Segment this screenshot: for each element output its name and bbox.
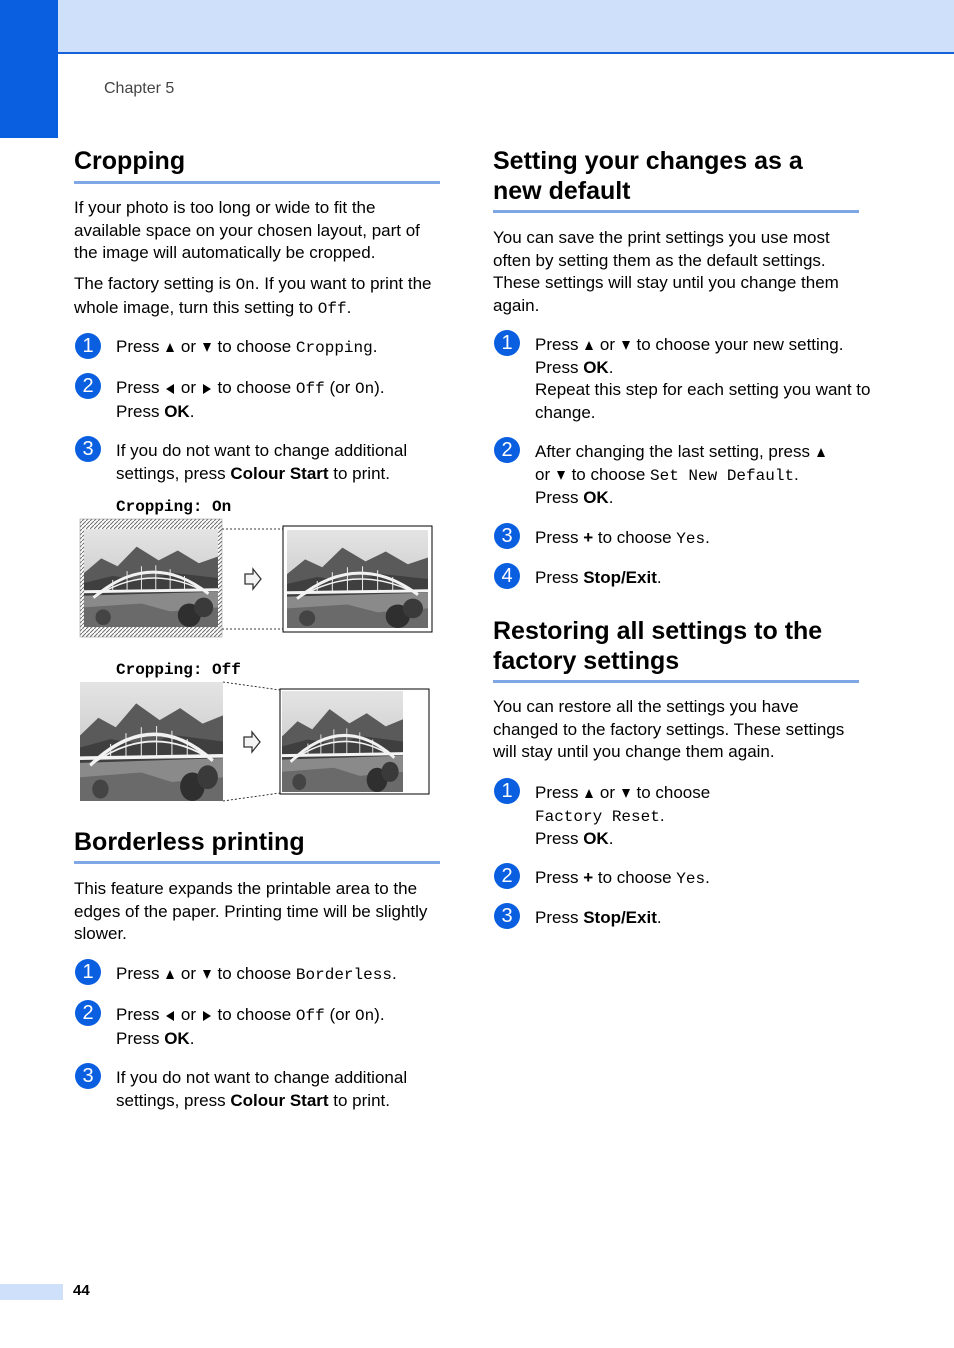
restore-step-1: Press or to choose Factory Reset. Press OK.: [535, 783, 711, 848]
step-number-1: 1: [494, 778, 520, 804]
borderless-heading-rule: [74, 861, 440, 864]
cropping-heading: Cropping: [74, 147, 186, 175]
right-arrow-icon: [203, 384, 211, 394]
step-number-3: 3: [75, 1063, 101, 1089]
new-default-step-2: After changing the last setting, press or to choose Set New Default. Press OK.: [535, 441, 865, 510]
new-default-step-1: Press or to choose your new setting. Press OK. Repeat this step for each setting you want to change.: [535, 335, 871, 422]
step-number-4: 4: [494, 563, 520, 589]
left-arrow-icon: [166, 1011, 174, 1021]
step-number-1: 1: [75, 959, 101, 985]
left-arrow-icon: [166, 384, 174, 394]
up-arrow-icon: [166, 343, 174, 352]
up-arrow-icon: [585, 341, 593, 350]
borderless-step-3: If you do not want to change additional settings, press Colour Start to print.: [116, 1068, 408, 1110]
step-number-2: 2: [494, 863, 520, 889]
borderless-heading: Borderless printing: [74, 828, 305, 856]
header-band: [0, 0, 954, 54]
up-arrow-icon: [166, 970, 174, 979]
new-default-intro: You can save the print settings you use most often by setting them as the default settings. These settings will stay until you change them again.: [493, 228, 839, 315]
borderless-step-2: Press or to choose Off (or On). Press OK.: [116, 1005, 385, 1048]
step-number-1: 1: [494, 330, 520, 356]
cropping-step-1: Press or to choose Cropping.: [116, 337, 378, 357]
restore-intro: You can restore all the settings you have changed to the factory settings. These settings will stay until you change them again.: [493, 697, 845, 761]
figure-caption-cropping-on: Cropping: On: [116, 498, 232, 516]
cropping-step-3: If you do not want to change additional settings, press Colour Start to print.: [116, 441, 408, 483]
restore-step-3: Press Stop/Exit.: [535, 908, 662, 927]
figure-caption-cropping-off: Cropping: Off: [116, 661, 241, 679]
cropping-heading-rule: [74, 181, 440, 184]
step-number-3: 3: [494, 523, 520, 549]
page-number: 44: [73, 1282, 90, 1299]
step-number-2: 2: [494, 437, 520, 463]
new-default-heading: Setting your changes as a new default: [493, 147, 803, 205]
restore-heading: Restoring all settings to the factory settings: [493, 617, 823, 675]
borderless-intro: This feature expands the printable area to the edges of the paper. Printing time will be slightly slower.: [74, 879, 428, 943]
cropping-off-illustration: [78, 680, 434, 804]
cropping-on-illustration: [78, 517, 438, 641]
up-arrow-icon: [585, 789, 593, 798]
cropping-factory-setting: The factory setting is On. If you want to print the whole image, turn this setting to Off.: [74, 274, 432, 318]
step-number-2: 2: [75, 373, 101, 399]
cropping-intro: If your photo is too long or wide to fit the available space on your chosen layout, part of the image will automatically be cropped.: [74, 198, 420, 262]
borderless-step-1: Press or to choose Borderless.: [116, 964, 397, 984]
chapter-tab: [0, 0, 58, 138]
new-default-step-3: Press + to choose Yes.: [535, 528, 710, 548]
new-default-heading-rule: [493, 210, 859, 213]
new-default-step-4: Press Stop/Exit.: [535, 568, 662, 587]
right-arrow-icon: [203, 1011, 211, 1021]
step-number-3: 3: [75, 436, 101, 462]
cropping-step-2: Press or to choose Off (or On). Press OK.: [116, 378, 385, 421]
step-number-1: 1: [75, 333, 101, 359]
down-arrow-icon: [622, 341, 630, 350]
restore-heading-rule: [493, 680, 859, 683]
step-number-3: 3: [494, 903, 520, 929]
down-arrow-icon: [203, 970, 211, 979]
down-arrow-icon: [622, 789, 630, 798]
chapter-label: Chapter 5: [104, 80, 175, 97]
page-number-band: [0, 1284, 63, 1300]
restore-step-2: Press + to choose Yes.: [535, 868, 710, 888]
up-arrow-icon: [817, 448, 825, 457]
down-arrow-icon: [557, 471, 565, 480]
step-number-2: 2: [75, 1000, 101, 1026]
down-arrow-icon: [203, 343, 211, 352]
